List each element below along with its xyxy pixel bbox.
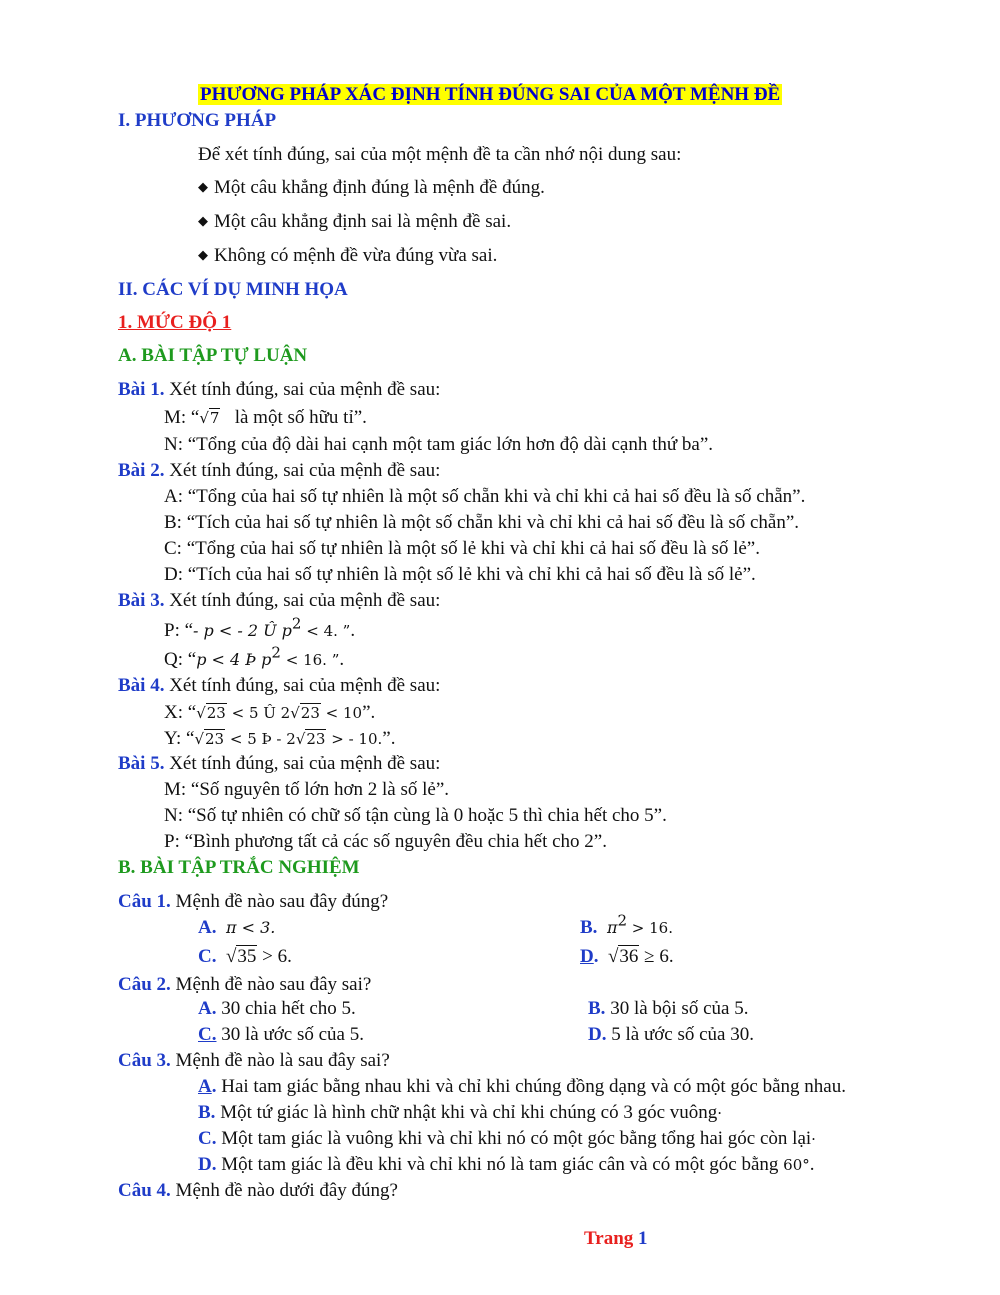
question-3-option-c: C. Một tam giác là vuông khi và chỉ khi nó có một góc bằng tổng hai góc còn lại· xyxy=(198,1128,816,1149)
question-4: Câu 4. Mệnh đề nào dưới đây đúng? xyxy=(118,1180,398,1201)
exercise-label: Bài 1. xyxy=(118,379,165,400)
exercise-label: Bài 2. xyxy=(118,460,165,481)
question-3: Câu 3. Mệnh đề nào là sau đây sai? xyxy=(118,1050,390,1071)
exercise-3-statement-p: P: “- p < - 2 Û $p^2 < 4$. ”. xyxy=(164,614,356,641)
exercise-5-statement-p: P: “Bình phương tất cả các số nguyên đều chia hết cho 2”. xyxy=(164,831,607,852)
exercise-3-statement-q: Q: “p < 4 Þ $p^2 < 16$. ”. xyxy=(164,643,345,670)
page-title: PHƯƠNG PHÁP XÁC ĐỊNH TÍNH ĐÚNG SAI CỦA MỘT MỆNH ĐỀ xyxy=(200,84,781,105)
part-a-heading: A. BÀI TẬP TỰ LUẬN xyxy=(118,345,308,366)
exercise-label: Bài 3. xyxy=(118,590,165,611)
diamond-bullet-icon: ◆ xyxy=(198,213,208,228)
question-1-option-b: B. $\pi^2 > 16$. xyxy=(580,911,673,938)
exercise-5-statement-m: M: “Số nguyên tố lớn hơn 2 là số lẻ”. xyxy=(164,779,450,800)
diamond-bullet-icon: ◆ xyxy=(198,179,208,194)
question-1-option-d: D. √36 ≥ 6. xyxy=(580,946,674,967)
method-bullet: ◆ Một câu khẳng định đúng là mệnh đề đúng. xyxy=(198,177,545,198)
question-label: Câu 2. xyxy=(118,974,171,995)
part-b-heading: B. BÀI TẬP TRẮC NGHIỆM xyxy=(118,857,360,878)
exercise-2: Bài 2. Xét tính đúng, sai của mệnh đề sau: xyxy=(118,460,441,481)
exercise-5-statement-n: N: “Số tự nhiên có chữ số tận cùng là 0 hoặc 5 thì chia hết cho 5”. xyxy=(164,805,667,826)
level-heading: 1. MỨC ĐỘ 1 xyxy=(118,312,232,333)
section-heading-examples: II. CÁC VÍ DỤ MINH HỌA xyxy=(118,279,348,300)
question-2-option-a: A. 30 chia hết cho 5. xyxy=(198,998,356,1019)
question-2-option-b: B. 30 là bội số của 5. xyxy=(588,998,749,1019)
method-bullet: ◆ Không có mệnh đề vừa đúng vừa sai. xyxy=(198,245,498,266)
exercise-label: Bài 5. xyxy=(118,753,165,774)
exercise-3: Bài 3. Xét tính đúng, sai của mệnh đề sau: xyxy=(118,590,441,611)
page-number: Trang 1 xyxy=(584,1228,648,1249)
exercise-2-statement-d: D: “Tích của hai số tự nhiên là một số lẻ khi và chỉ khi cả hai số đều là số lẻ”. xyxy=(164,564,756,585)
exercise-2-statement-b: B: “Tích của hai số tự nhiên là một số chẵn khi và chỉ khi cả hai số đều là số chẵn”. xyxy=(164,512,800,533)
exercise-1: Bài 1. Xét tính đúng, sai của mệnh đề sau: xyxy=(118,379,441,400)
exercise-4-statement-y: Y: “√23 < 5 Þ - 2√23 > - 10.”. xyxy=(164,728,396,749)
question-2-option-d: D. 5 là ước số của 30. xyxy=(588,1024,754,1045)
correct-answer-marker: D xyxy=(580,946,594,967)
question-label: Câu 1. xyxy=(118,891,171,912)
question-2-option-c: C. 30 là ước số của 5. xyxy=(198,1024,364,1045)
question-3-option-d: D. Một tam giác là đều khi và chỉ khi nó là tam giác cân và có một góc bằng 60°. xyxy=(198,1154,815,1175)
question-1-option-a: A. π < 3. xyxy=(198,917,276,938)
exercise-label: Bài 4. xyxy=(118,675,165,696)
question-1: Câu 1. Mệnh đề nào sau đây đúng? xyxy=(118,891,389,912)
correct-answer-marker: A xyxy=(198,1076,212,1097)
diamond-bullet-icon: ◆ xyxy=(198,247,208,262)
question-1-option-c: C. √35 > 6. xyxy=(198,946,292,967)
exercise-5: Bài 5. Xét tính đúng, sai của mệnh đề sau: xyxy=(118,753,441,774)
exercise-2-statement-c: C: “Tổng của hai số tự nhiên là một số lẻ khi và chỉ khi cả hai số đều là số lẻ”. xyxy=(164,538,760,559)
exercise-1-statement-n: N: “Tổng của độ dài hai cạnh một tam giác lớn hơn độ dài cạnh thứ ba”. xyxy=(164,434,714,455)
correct-answer-marker: C. xyxy=(198,1024,217,1045)
exercise-1-statement-m: M: “√7 là một số hữu tỉ”. xyxy=(164,407,367,428)
method-bullet: ◆ Một câu khẳng định sai là mệnh đề sai. xyxy=(198,211,512,232)
question-label: Câu 3. xyxy=(118,1050,171,1071)
question-2: Câu 2. Mệnh đề nào sau đây sai? xyxy=(118,974,372,995)
exercise-2-statement-a: A: “Tổng của hai số tự nhiên là một số chẵn khi và chỉ khi cả hai số đều là số chẵn”. xyxy=(164,486,806,507)
exercise-4-statement-x: X: “√23 < 5 Û 2√23 < 10”. xyxy=(164,702,376,723)
exercise-4: Bài 4. Xét tính đúng, sai của mệnh đề sau: xyxy=(118,675,441,696)
section-heading-method: I. PHƯƠNG PHÁP xyxy=(118,110,277,131)
question-label: Câu 4. xyxy=(118,1180,171,1201)
question-3-option-a: A. Hai tam giác bằng nhau khi và chỉ khi chúng đồng dạng và có một góc bằng nhau. xyxy=(198,1076,846,1097)
method-intro: Để xét tính đúng, sai của một mệnh đề ta cần nhớ nội dung sau: xyxy=(198,144,682,165)
question-3-option-b: B. Một tứ giác là hình chữ nhật khi và chỉ khi chúng có 3 góc vuông· xyxy=(198,1102,723,1123)
